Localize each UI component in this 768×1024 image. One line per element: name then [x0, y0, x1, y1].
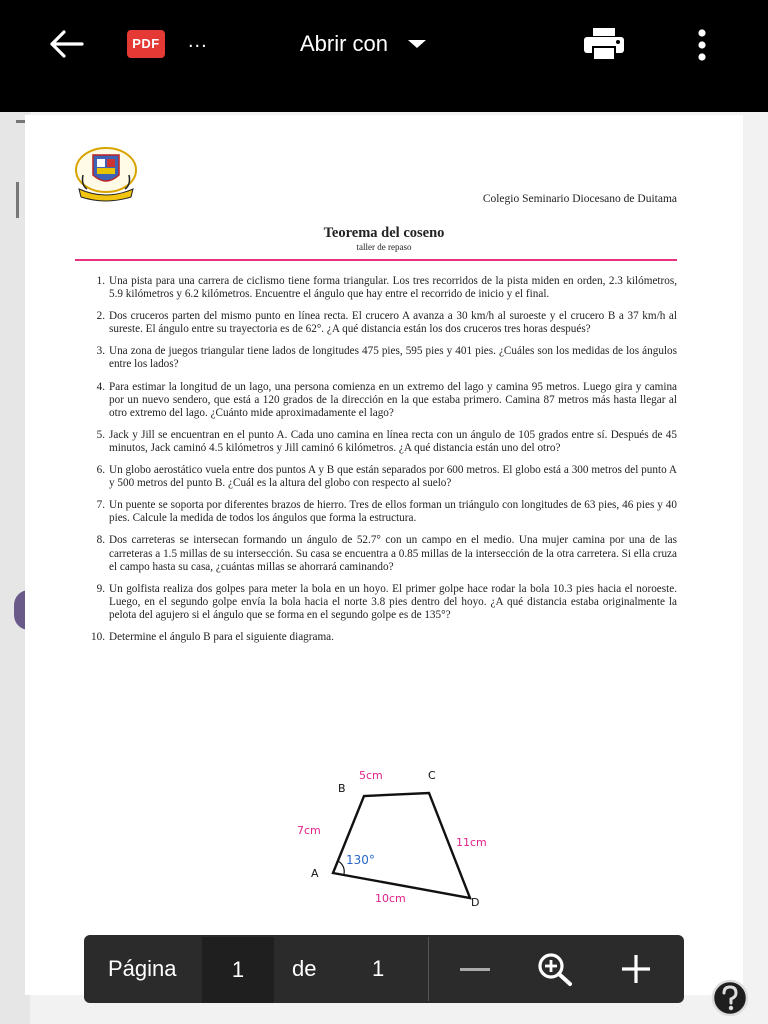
chevron-down-icon [406, 36, 428, 52]
list-item [83, 534, 677, 573]
problem-number: 3. [96, 345, 105, 358]
zoom-in-icon[interactable] [536, 951, 574, 987]
problem-text: Una pista para una carrera de ciclismo tiene forma triangular. Los tres recorridos de la pista miden en orden, 2.3 kilómetros, 5.9 kilómetros y 6.2 kilómetros. Encuentre el ángulo que hay entre el recorrido de inicio y el final. [109, 275, 677, 301]
viewer-toolbar [0, 0, 768, 112]
problem-list [83, 275, 677, 653]
problem-text: Un globo aerostático vuela entre dos puntos A y B que están separados por 600 metros. El globo está a 300 metros del punto A y 500 metros del punto B. ¿Cuál es la altura del globo con respecto al suelo? [109, 464, 677, 490]
pdf-page [25, 115, 743, 995]
school-name: Colegio Seminario Diocesano de Duitama [482, 193, 677, 205]
problem-number: 8. [96, 534, 105, 547]
side-bc-label: 5cm [359, 769, 383, 782]
title-divider [75, 259, 677, 261]
quadrilateral-shape [333, 793, 470, 898]
list-item [83, 631, 677, 644]
problem-text: Un golfista realiza dos golpes para meter la bola en un hoyo. El primer golpe hace rodar la bola 10.3 pies hacia el noroeste. Luego, en el segundo golpe envía la bola hacia el norte 3.8 pies dentro del hoyo. ¿A qué distancia estaba originalmente la pelota del agujero si el ángulo que se forma en el segundo golpe es de 135°? [109, 582, 677, 621]
list-item [83, 499, 677, 525]
toolbar-divider [428, 937, 429, 1001]
open-with-button[interactable] [300, 28, 428, 60]
current-page-input[interactable]: 1 [202, 937, 274, 1003]
problem-text: Dos carreteras se intersecan formando un ángulo de 52.7° con un campo en el medio. Una mujer camina por una de las carreteras a 1.5 millas de su intersección. Su casa se encuentra a 0.85 millas de la intersección de la otra carretera. Si ella cruza el campo hasta su casa, ¿cuántas millas se ahorrará caminando? [109, 534, 677, 573]
list-item [83, 583, 677, 622]
side-ab-label: 7cm [297, 824, 321, 837]
vertex-b-label: B [338, 782, 346, 795]
side-ad-label: 10cm [375, 892, 406, 905]
printer-icon[interactable] [582, 26, 626, 62]
problem-text: Determine el ángulo B para el siguiente diagrama. [109, 630, 334, 643]
open-with-label: Abrir con [300, 31, 389, 56]
problem-text: Para estimar la longitud de un lago, una persona comienza en un extremo del lago y camina 95 metros. Luego gira y camina por un nuevo sendero, que está a 120 grados de la dirección en la que estaba primero. Camina 87 metros más hasta llegar al otro extremo del lago. ¿Cuánto mide aproximadamente el lago? [109, 380, 677, 419]
plus-icon[interactable] [620, 953, 652, 985]
total-pages: 1 [372, 956, 385, 981]
quadrilateral-diagram [280, 760, 520, 910]
school-crest-logo [73, 145, 139, 203]
help-icon[interactable] [710, 978, 750, 1018]
more-vert-icon[interactable] [692, 28, 712, 62]
pdf-file-icon: PDF [127, 30, 165, 58]
problem-text: Dos cruceros parten del mismo punto en línea recta. El crucero A avanza a 30 km/h al suroeste y el crucero B a 37 km/h al sureste. El ángulo entre su trayectoria es de 62°. ¿A qué distancia están los dos cruceros tres horas después? [109, 310, 677, 336]
problem-number: 5. [96, 428, 105, 441]
problem-number: 2. [96, 310, 105, 323]
vertex-c-label: C [428, 769, 436, 782]
problem-number: 10. [91, 630, 105, 643]
list-item [83, 464, 677, 490]
list-item [83, 345, 677, 371]
vertex-d-label: D [471, 896, 480, 909]
arrow-left-icon[interactable] [46, 28, 86, 60]
of-label: de [292, 956, 317, 981]
angle-arc [338, 861, 344, 874]
page-label: Página [108, 956, 177, 981]
list-item [83, 310, 677, 336]
problem-number: 4. [96, 380, 105, 393]
list-item [83, 381, 677, 420]
problem-number: 6. [96, 464, 105, 477]
problem-number: 9. [96, 582, 105, 595]
list-item [83, 429, 677, 455]
problem-text: Un puente se soporta por diferentes brazos de hierro. Tres de ellos forman un triángulo con longitudes de 63 pies, 46 pies y 40 pies. Calcule la medida de todos los ángulos que forma la estructura. [109, 499, 677, 525]
document-title: Teorema del coseno [323, 225, 445, 241]
problem-number: 1. [96, 275, 105, 287]
side-cd-label: 11cm [456, 836, 487, 849]
vertex-a-label: A [311, 867, 319, 880]
page-navigation-bar [84, 935, 684, 1003]
document-subtitle: taller de repaso [356, 242, 412, 252]
file-name-truncated: ... [188, 30, 208, 52]
list-item [83, 275, 677, 301]
angle-a-label: 130° [346, 853, 375, 867]
problem-text: Jack y Jill se encuentran en el punto A. Cada uno camina en línea recta con un ángulo de 105 grados entre sí. Después de 45 minutos, Jack caminó 4.5 kilómetros y Jill caminó 6 kilómetros. ¿A qué distancia están uno del otro? [109, 428, 677, 454]
problem-text: Una zona de juegos triangular tiene lados de longitudes 475 pies, 595 pies y 401 pies. ¿Cuáles son los medidas de los ángulos entre los lados? [109, 345, 677, 371]
minus-icon[interactable] [458, 955, 492, 983]
problem-number: 7. [96, 499, 105, 512]
